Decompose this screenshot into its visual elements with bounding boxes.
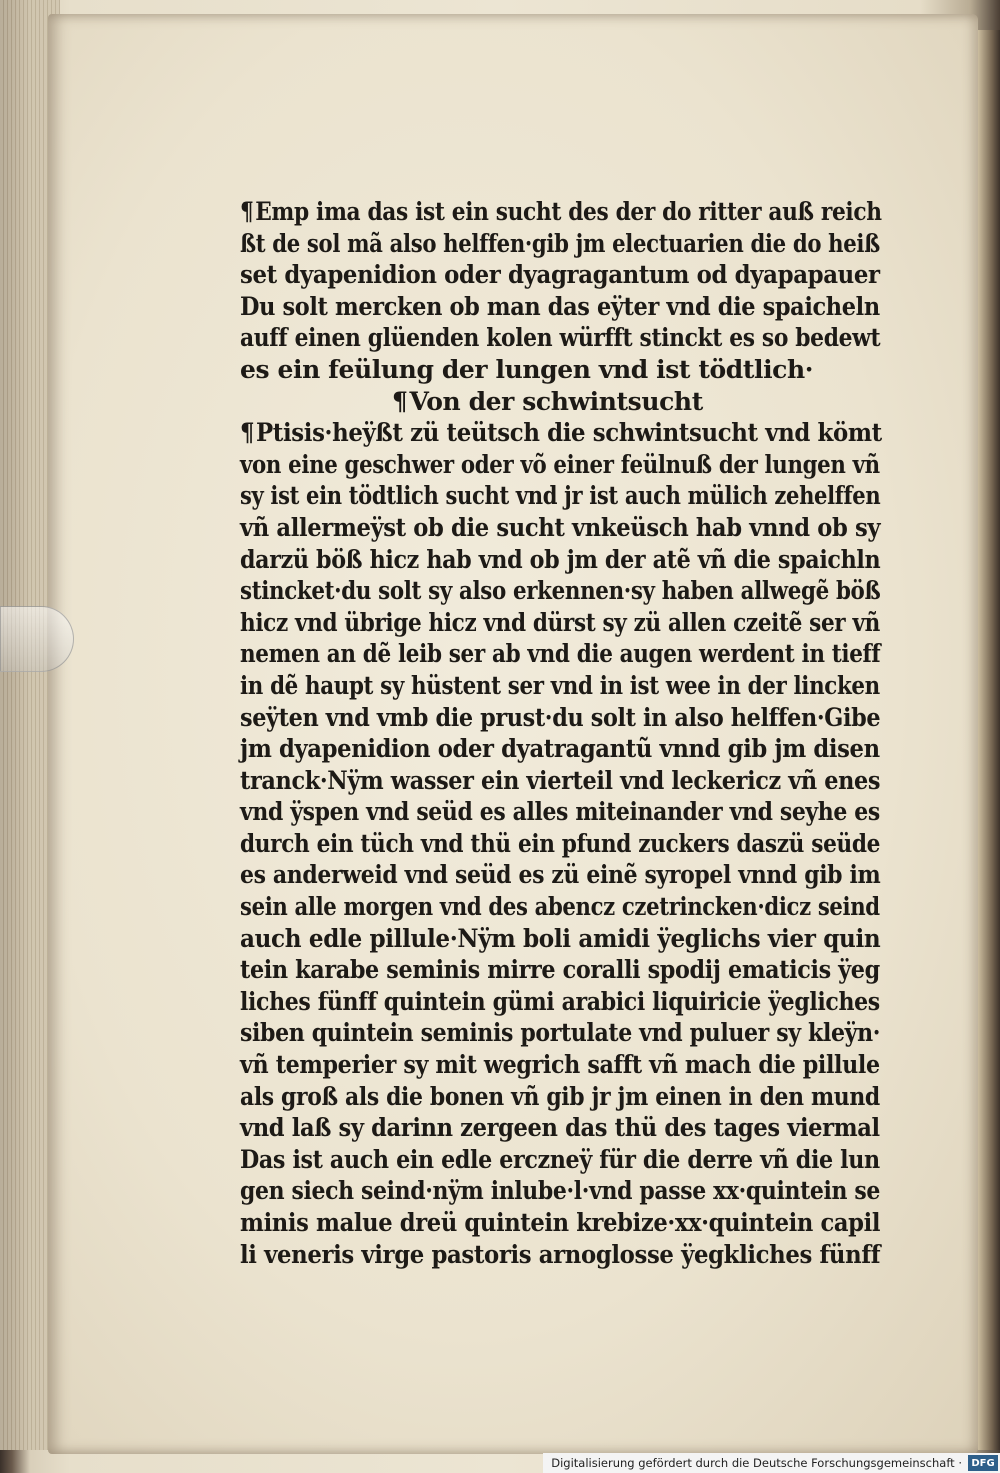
text-line: [240, 765, 881, 797]
text-line-content: auff einen glüenden kolen würfft stinckt es so bedewt: [240, 323, 881, 353]
text-line: [240, 828, 881, 860]
text-line-content: nemen an dẽ leib ser ab vnd die augen werdent in tieff: [240, 639, 881, 669]
text-line-content: siben quintein seminis portulate vnd puluer sy kleÿn·: [240, 1018, 881, 1048]
footer-credit-text: Digitalisierung gefördert durch die Deutsche Forschungsgemeinschaft ·: [551, 1456, 962, 1470]
text-line-content: ßt de sol mã also helffen·gib jm electuarien die do heiß: [240, 228, 880, 258]
text-line-content: liches fünff quintein gümi arabici liquiricie ÿegliches: [240, 986, 880, 1016]
text-line-content: set dyapenidion oder dyagragantum od dyapapauer: [240, 260, 880, 290]
text-line: [240, 354, 880, 386]
text-line-content: sein alle morgen vnd des abencz czetrincken·dicz seind: [240, 892, 880, 922]
text-line: [240, 1112, 880, 1144]
text-line-content: li veneris virge pastoris arnoglosse ÿegkliches fünff: [240, 1239, 881, 1269]
text-line: [240, 638, 881, 670]
text-line: [240, 923, 881, 955]
text-line-content: auch edle pillule·Nÿm boli amidi ÿeglichs vier quin: [240, 923, 881, 953]
text-line: [240, 512, 881, 544]
text-line-content: Von der schwintsucht: [409, 386, 703, 416]
text-line-content: vnd laß sy darinn zergeen das thü des tages viermal: [240, 1113, 880, 1143]
page-clip: [0, 606, 74, 672]
text-line: [240, 417, 882, 449]
text-line-content: es anderweid vnd seüd es zü einẽ syropel vnnd gib im: [240, 860, 881, 890]
text-line-content: Du solt mercken ob man das eÿter vnd die spaicheln: [240, 291, 880, 321]
text-line: [240, 544, 881, 576]
text-line: [240, 859, 881, 891]
printed-text-block: [240, 196, 880, 1270]
text-line: [240, 796, 880, 828]
book-binding-edge: [978, 30, 1000, 1450]
text-line-content: gen siech seind·nÿm inlube·l·vnd passe xx·quintein se: [240, 1176, 881, 1206]
text-line-content: hicz vnd übrige hicz vnd dürst sy zü allen czeitẽ ser vñ: [240, 607, 880, 637]
text-line: [240, 607, 880, 639]
text-line: [240, 954, 880, 986]
text-line-content: tranck·Nÿm wasser ein vierteil vnd leckericz vñ enes: [240, 765, 881, 795]
text-line: [240, 322, 881, 354]
text-line-content: als groß als die bonen vñ gib jr jm einen in den mund: [240, 1081, 880, 1111]
pilcrow-icon: ¶: [240, 197, 254, 226]
text-line: [240, 733, 880, 765]
text-line: [240, 259, 880, 291]
text-line: [240, 1207, 881, 1239]
pilcrow-icon: ¶: [240, 418, 255, 448]
text-line: [240, 1017, 881, 1049]
digitization-footer: [543, 1453, 1000, 1473]
text-line: [240, 480, 881, 512]
text-line: [240, 228, 880, 260]
text-line: [240, 1049, 880, 1081]
text-line: [240, 702, 881, 734]
text-line-content: durch ein tüch vnd thü ein pfund zuckers daszü seüde: [240, 828, 881, 858]
section-heading: [240, 386, 880, 418]
text-line: [240, 1239, 881, 1271]
text-line-content: jm dyapenidion oder dyatragantũ vnnd gib jm disen: [240, 734, 880, 764]
text-line-content: vñ allermeÿst ob die sucht vnkeüsch hab vnnd ob sy: [240, 512, 881, 542]
text-line: [240, 196, 882, 228]
text-line: [240, 449, 880, 481]
text-line: [240, 291, 880, 323]
text-line-content: es ein feülung der lungen vnd ist tödtlich·: [240, 354, 814, 384]
text-line: [240, 891, 880, 923]
text-line: [240, 1144, 880, 1176]
text-line-content: vñ temperier sy mit wegrich safft vñ mach die pillule: [240, 1050, 880, 1080]
text-line: [240, 670, 880, 702]
text-line-content: in dẽ haupt sy hüstent ser vnd in ist wee in der lincken: [240, 670, 880, 700]
text-line-content: Das ist auch ein edle erczneÿ für die derre vñ die lun: [240, 1144, 880, 1174]
text-line-content: darzü böß hicz hab vnd ob jm der atẽ vñ die spaichln: [240, 544, 881, 574]
text-line-content: Emp ima das ist ein sucht des der do ritter auß reich: [255, 197, 882, 226]
text-line-content: tein karabe seminis mirre coralli spodij ematicis ÿeg: [240, 955, 880, 985]
text-line-content: vnd ÿspen vnd seüd es alles miteinander vnd seyhe es: [240, 797, 880, 827]
text-line: [240, 1175, 881, 1207]
text-line-content: minis malue dreü quintein krebize·xx·quintein capil: [240, 1208, 881, 1237]
text-line-content: seÿten vnd vmb die prust·du solt in also helffen·Gibe: [240, 702, 881, 732]
text-line: [240, 986, 880, 1018]
text-line-content: sy ist ein tödtlich sucht vnd jr ist auch mülich zehelffen: [240, 481, 881, 511]
dfg-logo: DFG: [968, 1455, 998, 1471]
text-line-content: Ptisis·heÿßt zü teütsch die schwintsucht vnd kömt: [255, 418, 882, 448]
text-line: [240, 575, 881, 607]
text-line-content: von eine geschwer oder võ einer feülnuß der lungen vñ: [240, 449, 880, 479]
pilcrow-icon: ¶: [392, 386, 408, 416]
text-line-content: stincket·du solt sy also erkennen·sy haben allwegẽ böß: [240, 576, 881, 606]
text-line: [240, 1081, 880, 1113]
